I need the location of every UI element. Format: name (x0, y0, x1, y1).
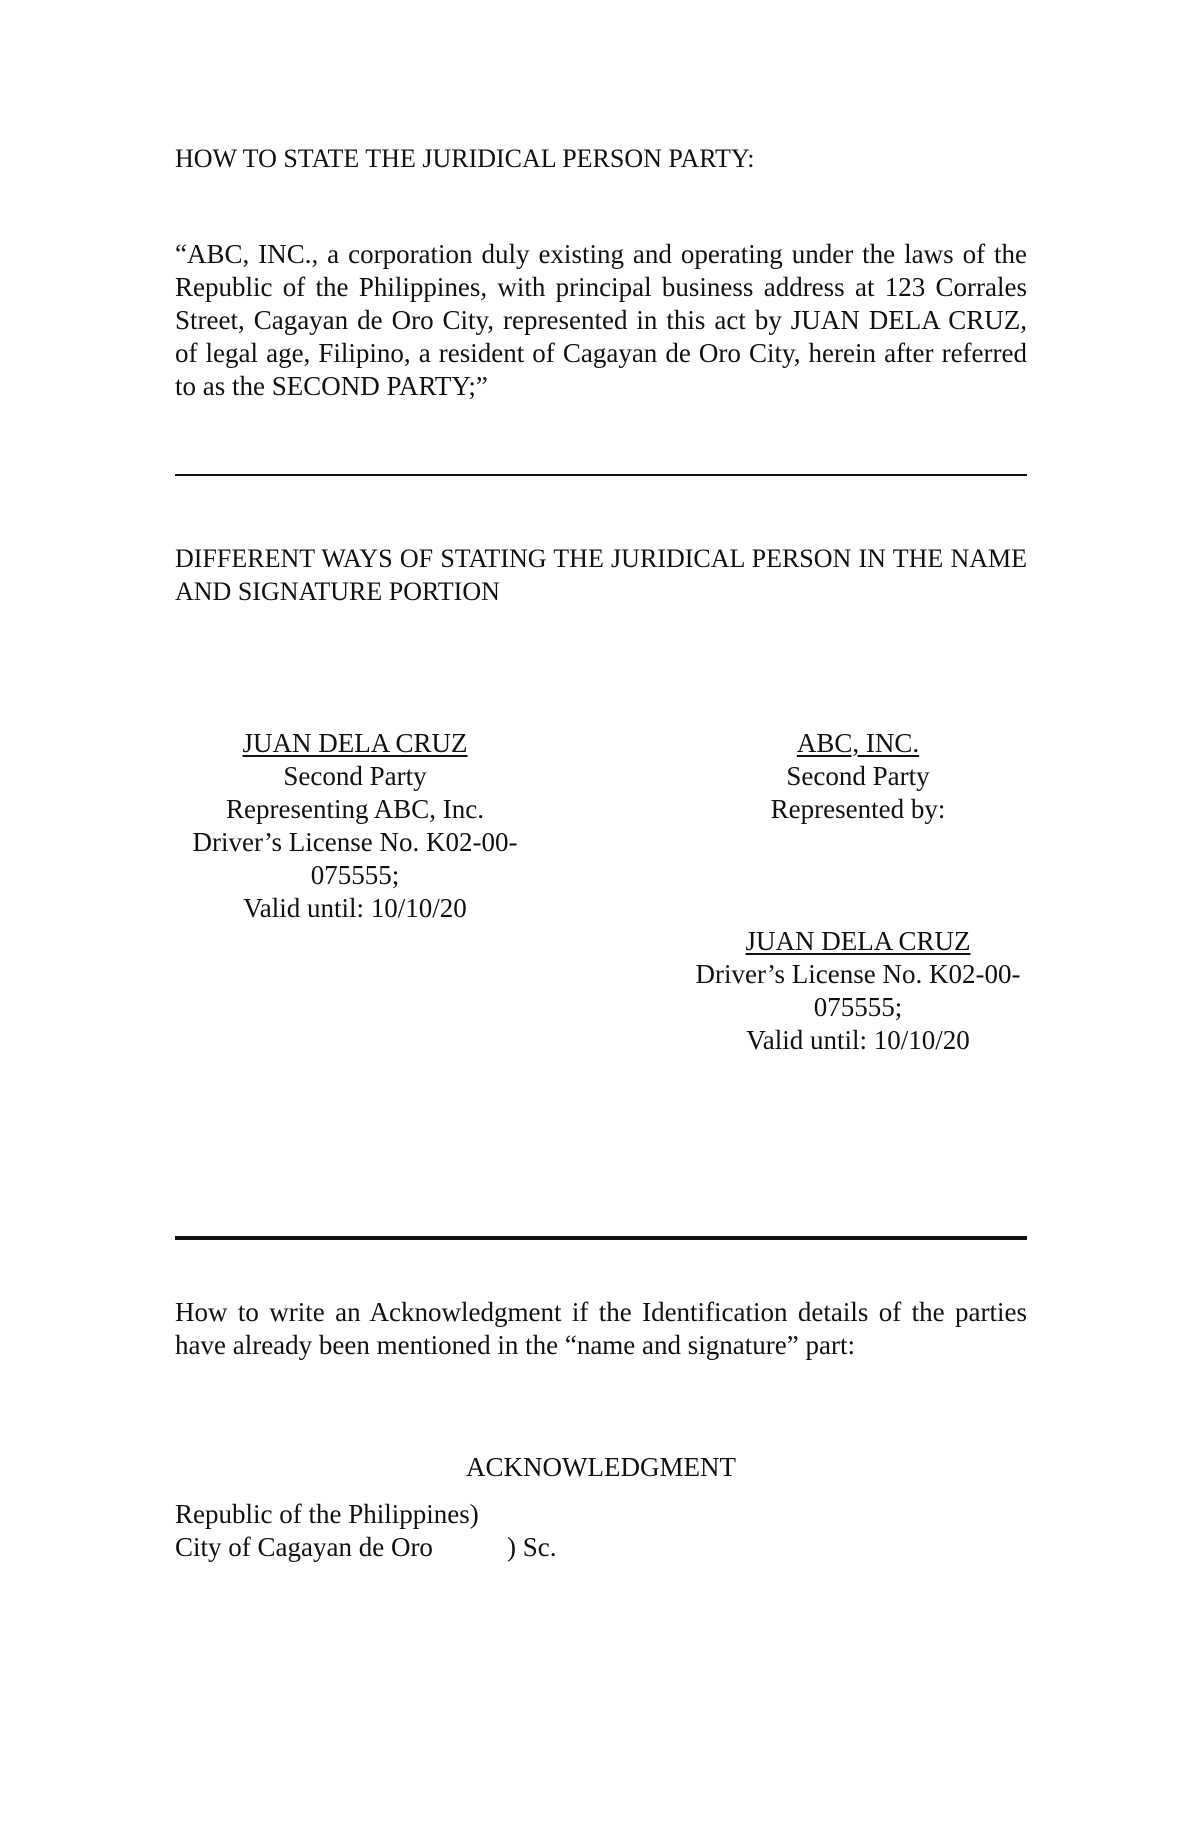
signature-block-left (175, 727, 535, 925)
signature-block-right (678, 727, 1038, 826)
section-heading-signature: DIFFERENT WAYS OF STATING THE JURIDICAL PERSON IN THE NAME AND SIGNATURE PORTION (175, 544, 1027, 606)
license-line: Driver’s License No. K02-00- (192, 827, 518, 857)
signature-block-representative (678, 925, 1038, 1057)
validity-line: Valid until: 10/10/20 (243, 893, 467, 923)
representative-name: JUAN DELA CRUZ (745, 926, 971, 956)
representing-line: Representing ABC, Inc. (226, 794, 484, 824)
venue-line-republic: Republic of the Philippines) (175, 1499, 479, 1529)
acknowledgment-title: ACKNOWLEDGMENT (466, 1452, 736, 1482)
venue-line-city (175, 1531, 1027, 1564)
company-role: Second Party (786, 761, 930, 791)
party-paragraph: “ABC, INC., a corporation duly existing and operating under the laws of the Republic of the Philippines, with principal business address at 123 Corrales Street, Cagayan de Oro City, represented in this act by JUAN DELA CRUZ, of legal age, Filipino, a resident of Cagayan de Oro City, herein after referred to as the SECOND PARTY;” (175, 239, 1027, 401)
section-heading-party: HOW TO STATE THE JURIDICAL PERSON PARTY: (175, 144, 755, 173)
acknowledgment-intro: How to write an Acknowledgment if the Identification details of the parties have already been mentioned in the “name and signature” part: (175, 1297, 1027, 1360)
license-line: Driver’s License No. K02-00- (695, 959, 1021, 989)
validity-line: Valid until: 10/10/20 (746, 1025, 970, 1055)
divider-thick (175, 1236, 1027, 1240)
signatory-name: JUAN DELA CRUZ (242, 728, 468, 758)
represented-by-line: Represented by: (770, 794, 946, 824)
signatory-role: Second Party (283, 761, 427, 791)
license-number-cont: 075555; (813, 992, 903, 1022)
document-page (175, 0, 1027, 1835)
company-name: ABC, INC. (796, 728, 920, 758)
license-number-cont: 075555; (310, 860, 400, 890)
venue-city-name: City of Cagayan de Oro (175, 1532, 433, 1562)
venue-sc: ) Sc. (507, 1532, 557, 1562)
divider-thin (175, 474, 1027, 476)
